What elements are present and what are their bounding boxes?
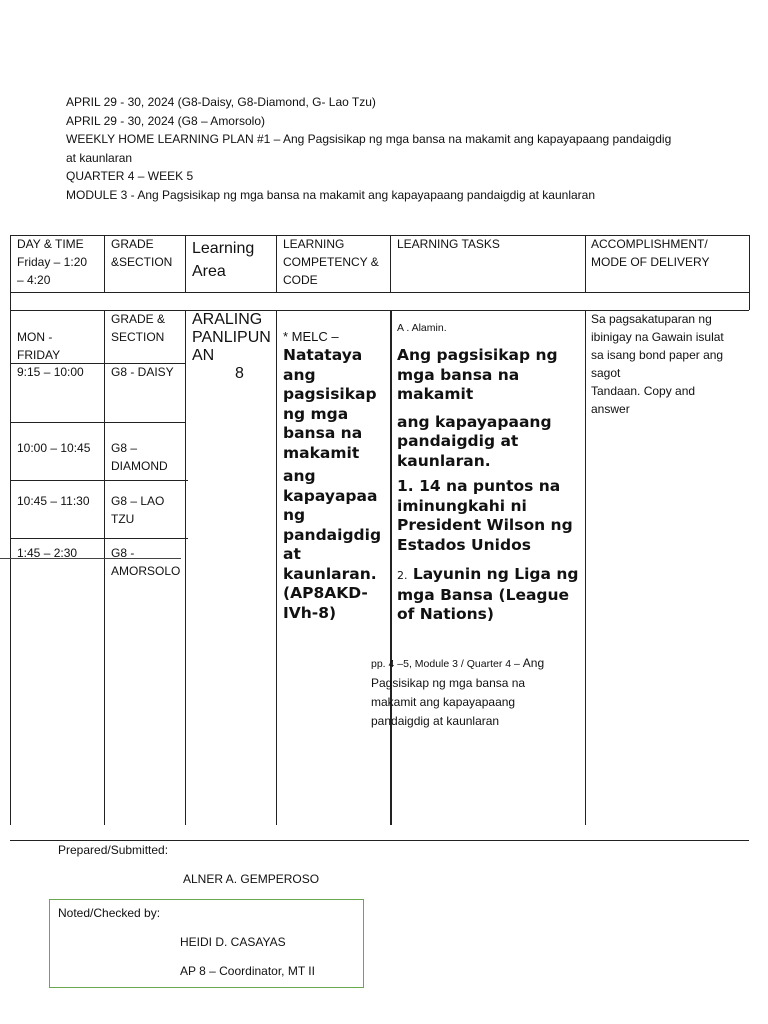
header-date-line-1: APRIL 29 - 30, 2024 (G8-Daisy, G8-Diamond, G- Lao Tzu) [66, 95, 376, 109]
header-learning-tasks: LEARNING TASKS [397, 237, 500, 251]
prepared-label: Prepared/Submitted: [58, 843, 169, 857]
competency-text: Natataya ang pagsisikap ng mga bansa na makamit ang kapayapaa ng pandaigdig at kaunlaran. (AP8AKD- IVh-8) [283, 346, 382, 622]
accomplishment-text: Sa pagsakatuparan ng ibinigay na Gawain isulat sa isang bond paper ang sagot Tandaan. Copy and answer [591, 312, 724, 416]
schedule-row-line-4 [10, 538, 188, 539]
section-amorsolo: G8 - AMORSOLO [111, 546, 181, 578]
header-day-time: DAY & TIME Friday – 1:20 – 4:20 [17, 237, 88, 287]
header-plan-title-cont: at kaunlaran [66, 150, 133, 165]
day-label: MON - FRIDAY [17, 330, 61, 362]
header-learning-area: Learning Area [192, 240, 255, 280]
task-section-alamin: A . Alamin. [397, 322, 447, 334]
noted-label: Noted/Checked by: [58, 906, 161, 920]
learning-area-grade: 8 [235, 365, 244, 382]
noted-title: AP 8 – Coordinator, MT II [180, 964, 315, 978]
table-right-border [749, 235, 750, 310]
schedule-row-line-2 [10, 422, 185, 423]
noted-box [49, 899, 364, 988]
header-accomplishment: ACCOMPLISHMENT/ MODE OF DELIVERY [591, 237, 710, 269]
header-learning-competency: LEARNING COMPETENCY & CODE [283, 237, 379, 287]
header-grade-section: GRADE &SECTION [111, 237, 173, 269]
table-left-border [10, 235, 11, 310]
grade-section-label: GRADE & SECTION [111, 312, 166, 344]
col-divider-2-header [185, 235, 186, 292]
col-divider-2-body [185, 310, 186, 825]
col-divider-5-body [585, 310, 586, 825]
learning-area-subject: ARALING PANLIPUN AN [192, 311, 271, 364]
section-daisy: G8 - DAISY [111, 365, 174, 379]
col-divider-3-body [276, 310, 277, 825]
time-slot-3: 10:45 – 11:30 [17, 494, 90, 508]
prepared-name: ALNER A. GEMPEROSO [183, 872, 320, 886]
time-slot-4: 1:45 – 2:30 [17, 546, 78, 560]
schedule-row-line-3 [10, 480, 188, 481]
header-date-line-2: APRIL 29 - 30, 2024 (G8 – Amorsolo) [66, 113, 265, 128]
section-diamond: G8 – DIAMOND [111, 441, 168, 473]
col-divider-1-header [104, 235, 105, 292]
header-module: MODULE 3 - Ang Pagsisikap ng mga bansa na makamit ang kapayapaang pandaigdig at kaunlaran [66, 188, 596, 202]
task-topic: Ang pagsisikap ng mga bansa na makamit ang kapayapaang pandaigdig at kaunlaran. 1. 14 na puntos na iminungkahi ni President Wilson ng Estados Unidos 2. Layunin ng Liga ng mga Bansa (League of Nations) [397, 346, 579, 623]
header-plan-title: WEEKLY HOME LEARNING PLAN #1 – Ang Pagsisikap ng mga bansa na makamit ang kapayapaang pandaigdig [66, 132, 672, 146]
time-slot-2: 10:00 – 10:45 [17, 441, 91, 455]
time-slot-1: 9:15 – 10:00 [17, 365, 84, 379]
header-quarter-week: QUARTER 4 – WEEK 5 [66, 169, 194, 183]
col-divider-0-body [10, 310, 11, 825]
col-divider-1-body [104, 310, 105, 825]
table-header-bottom-border [10, 292, 749, 293]
noted-name: HEIDI D. CASAYAS [180, 935, 286, 949]
competency-melc-label: * MELC – [283, 329, 339, 344]
task-module-reference: pp. 4 –5, Module 3 / Quarter 4 – Ang Pagsisikap ng mga bansa na makamit ang kapayapaang pandaigdig at kaunlaran [371, 656, 545, 728]
section-lao-tzu: G8 – LAO TZU [111, 494, 165, 526]
col-divider-3-header [276, 235, 277, 292]
col-divider-4-body [390, 310, 392, 825]
col-divider-4-header [390, 235, 391, 292]
col-divider-5-header [585, 235, 586, 292]
